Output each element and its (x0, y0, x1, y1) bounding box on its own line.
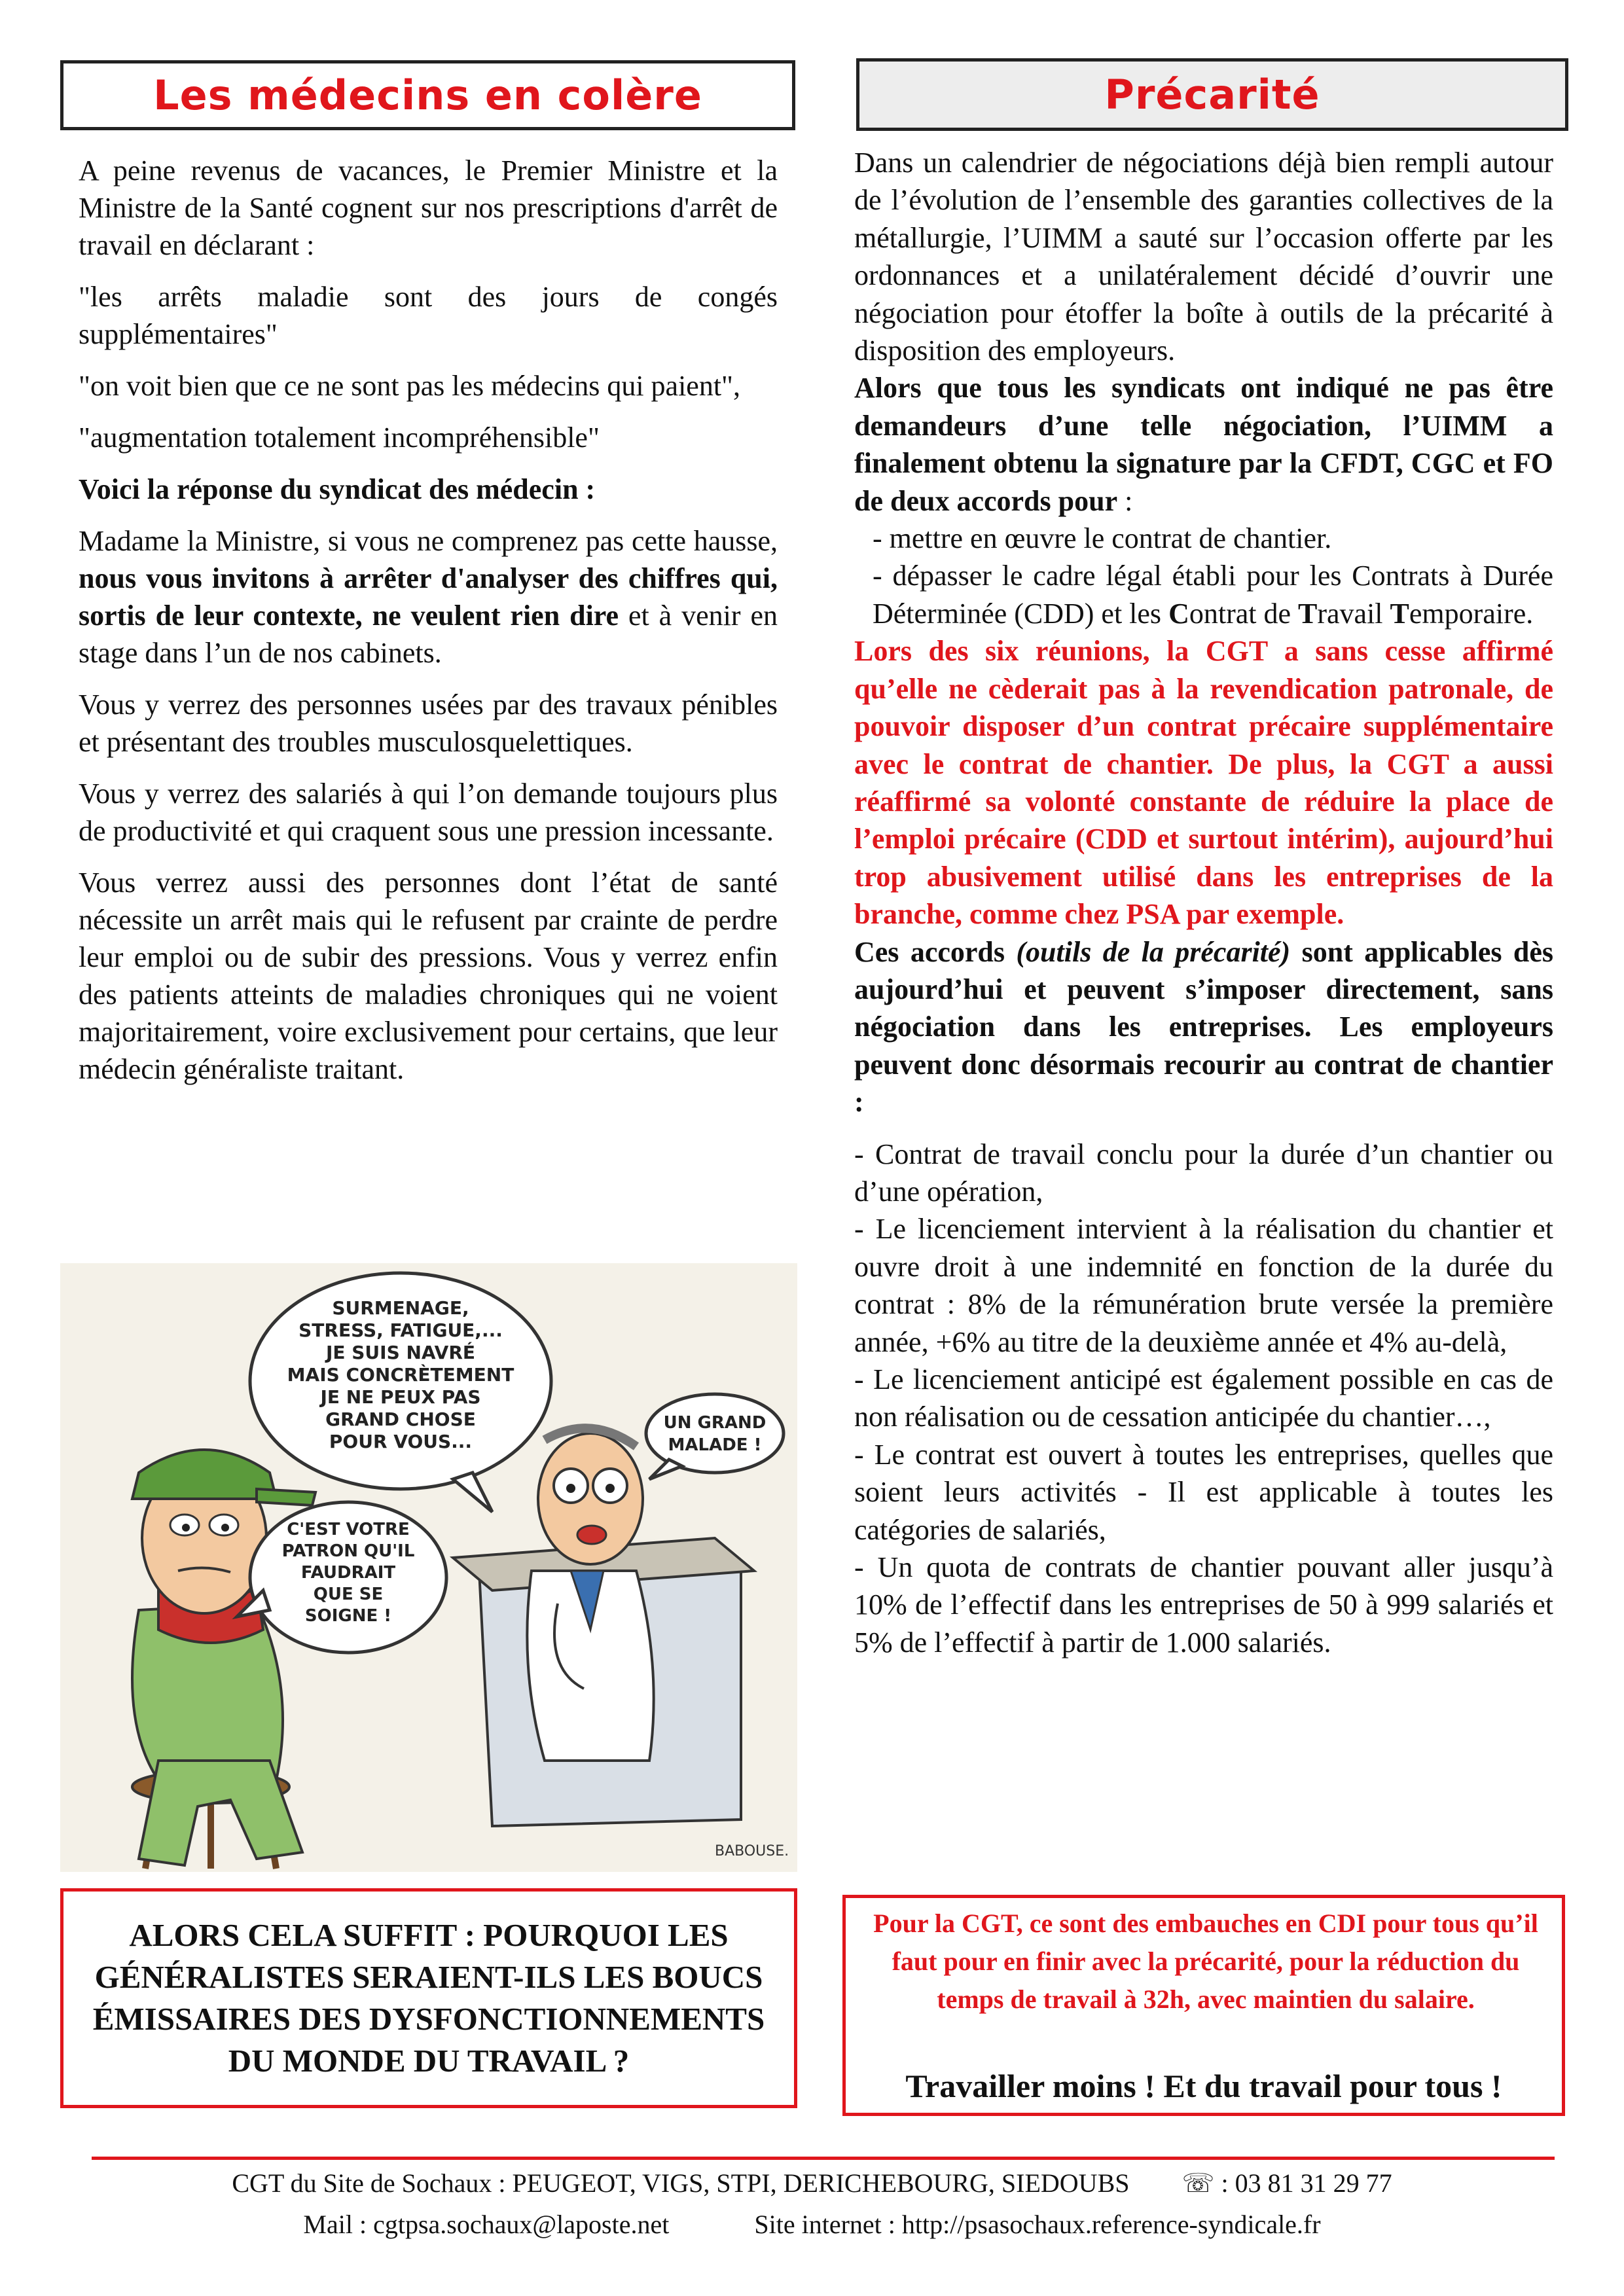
cartoon-signature: BABOUSE. (715, 1843, 789, 1859)
bubble-line: QUE SE (313, 1585, 384, 1604)
response-heading: Voici la réponse du syndicat des médecin : (79, 473, 596, 505)
list-item: - Le licenciement anticipé est également possible en cas de non réalisation ou de cessation anticipée du chantier…, (854, 1363, 1553, 1433)
text-run: - dépasser le cadre légal établi pour les Contrats à Durée Déterminée (CDD) et les (873, 560, 1553, 630)
bubble-line: PATRON QU'IL (281, 1541, 415, 1561)
list-item: - Le licenciement intervient à la réalisation du chantier et ouvre droit à une indemnité en fonction de la durée du contrat : 8% de la rémunération brute versée la première année, +6% au titre de la deuxième année et 4% au-delà, (854, 1213, 1553, 1358)
left-paragraph: Vous y verrez des personnes usées par des travaux pénibles et présentant des troubles musculosquelettiques. (79, 689, 778, 758)
bold-run: T (1298, 597, 1318, 630)
bubble-line: FAUDRAIT (300, 1563, 396, 1583)
bubble-line: POUR VOUS... (329, 1431, 473, 1452)
bubble-line: GRAND CHOSE (325, 1408, 476, 1430)
bubble-line: JE SUIS NAVRÉ (325, 1342, 476, 1363)
left-callout-text: ALORS CELA SUFFIT : POURQUOI LES GÉNÉRALISTES SERAIENT-ILS LES BOUCS ÉMISSAIRES DES DYSFONCTIONNEMENTS DU MONDE DU TRAVAIL ? (92, 1917, 765, 2079)
list-item: - Contrat de travail conclu pour la durée d’un chantier ou d’une opération, (854, 1138, 1553, 1208)
footer-mail[interactable]: Mail : cgtpsa.sochaux@laposte.net (303, 2210, 670, 2239)
text-run: Madame la Ministre, si vous ne comprenez pas cette hausse, (79, 525, 778, 557)
slogan: Travailler moins ! Et du travail pour tous ! (905, 2068, 1502, 2104)
left-paragraph: A peine revenus de vacances, le Premier Ministre et la Ministre de la Santé cognent sur nos prescriptions d'arrêt de travail en déclarant : (79, 154, 778, 261)
bubble-line: JE NE PEUX PAS (320, 1386, 481, 1408)
left-paragraph (79, 522, 778, 672)
text-run: sont applicables dès aujourd’hui et peuvent s’imposer directement, sans négociation dans les entreprises. Les employeurs peuvent donc désormais recourir au contrat de chantier : (854, 935, 1554, 1119)
right-paragraph (854, 369, 1553, 520)
italic-run: (outils de la précarité) (1016, 935, 1291, 968)
left-quote: "les arrêts maladie sont des jours de congés supplémentaires" (79, 281, 778, 350)
left-article (79, 152, 778, 1102)
cgt-statement: Lors des six réunions, la CGT a sans cesse affirmé qu’elle ne cèderait pas à la revendication patronale, de pouvoir disposer d’un contrat précaire supplémentaire avec le contrat de chantier. De plus, la CGT a aussi réaffirmé sa volonté constante de réduire la place de l’emploi précaire (CDD et surtout intérim), aujourd’hui trop abusivement utilisé dans les entreprises de la branche, comme chez PSA par exemple. (854, 635, 1553, 931)
footer-line-2 (0, 2209, 1624, 2240)
bubble-line: SOIGNE ! (304, 1606, 392, 1626)
right-paragraph (854, 933, 1553, 1121)
footer-phone: : 03 81 31 29 77 (1214, 2168, 1392, 2198)
cartoon-illustration (60, 1263, 797, 1872)
left-quote: "on voit bien que ce ne sont pas les médecins qui paient", (79, 370, 741, 402)
right-callout-text: Pour la CGT, ce sont des embauches en CDI pour tous qu’il faut pour en finir avec la précarité, pour la réduction du temps de travail à 32h, avec maintien du salaire. (873, 1909, 1538, 2014)
right-paragraph: Dans un calendrier de négociations déjà bien rempli autour de l’évolution de l’ensemble des garanties collectives de la métallurgie, l’UIMM a sauté sur l’occasion offerte par les ordonnances et a unilatéralement décidé d’ouvrir une négociation pour étoffer la boîte à outils de la précarité à disposition des employeurs. (854, 147, 1553, 367)
bubble-line: MALADE ! (668, 1435, 762, 1455)
cartoon-drawing (60, 1263, 797, 1872)
list-item: - Un quota de contrats de chantier pouvant aller jusqu’à 10% de l’effectif dans les entreprises de 50 à 999 salariés et 5% de l’effectif à partir de 1.000 salariés. (854, 1551, 1553, 1659)
text-run: Ces accords (854, 935, 1017, 968)
bold-run: nous vous invitons à arrêter d'analyser des chiffres qui, sortis de leur contexte, ne veulent rien dire (79, 562, 778, 632)
phone-icon: ☏ (1182, 2168, 1215, 2198)
left-paragraph: Vous verrez aussi des personnes dont l’état de santé nécessite un arrêt mais qui le refusent par crainte de perdre leur emploi ou de subir des pressions. Vous y verrez enfin des patients atteints de maladies chroniques qui ne voient majoritairement, voire exclusivement pour certains, que leur médecin généraliste traitant. (79, 867, 778, 1085)
text-run: : (1117, 484, 1133, 517)
left-quote: "augmentation totalement incompréhensible" (79, 422, 600, 454)
text-run: et à venir en stage dans l’un de nos cabinets. (79, 600, 778, 669)
bold-run: C (1168, 597, 1189, 630)
footer-divider (92, 2157, 1555, 2160)
footer-organization: CGT du Site de Sochaux : PEUGEOT, VIGS, STPI, DERICHEBOURG, SIEDOUBS (232, 2168, 1130, 2198)
bubble-line: C'EST VOTRE (287, 1520, 410, 1539)
footer-line-1 (0, 2168, 1624, 2198)
list-item: - Le contrat est ouvert à toutes les entreprises, quelles que soient leurs activités - Il est applicable à toutes les catégories de salariés, (854, 1438, 1553, 1546)
left-paragraph: Vous y verrez des salariés à qui l’on demande toujours plus de productivité et qui craquent sous une pression incessante. (79, 778, 778, 847)
left-callout-box (60, 1888, 797, 2108)
bubble-line: UN GRAND (663, 1413, 767, 1433)
bubble-line: SURMENAGE, (332, 1297, 469, 1319)
text-run: ontrat de (1189, 597, 1299, 630)
agreement-item: - mettre en œuvre le contrat de chantier. (873, 522, 1332, 555)
bubble-line: MAIS CONCRÈTEMENT (287, 1364, 514, 1386)
right-callout-box (842, 1895, 1565, 2116)
bold-run: T (1390, 597, 1409, 630)
right-title-box (856, 58, 1568, 131)
bubble-line: STRESS, FATIGUE,... (298, 1319, 503, 1341)
text-run: emporaire. (1409, 597, 1534, 630)
agreement-item (854, 557, 1553, 632)
bold-run: Alors que tous les syndicats ont indiqué ne pas être demandeurs d’une telle négociation, l’UIMM a finalement obtenu la signature par la CFDT, CGC et FO de deux accords pour (854, 372, 1553, 517)
right-article (854, 144, 1553, 1661)
left-title: Les médecins en colère (153, 71, 702, 119)
left-title-box (60, 60, 795, 130)
right-title: Précarité (1104, 71, 1320, 118)
footer-website[interactable]: Site internet : http://psasochaux.reference-syndicale.fr (754, 2210, 1321, 2239)
text-run: ravail (1317, 597, 1390, 630)
